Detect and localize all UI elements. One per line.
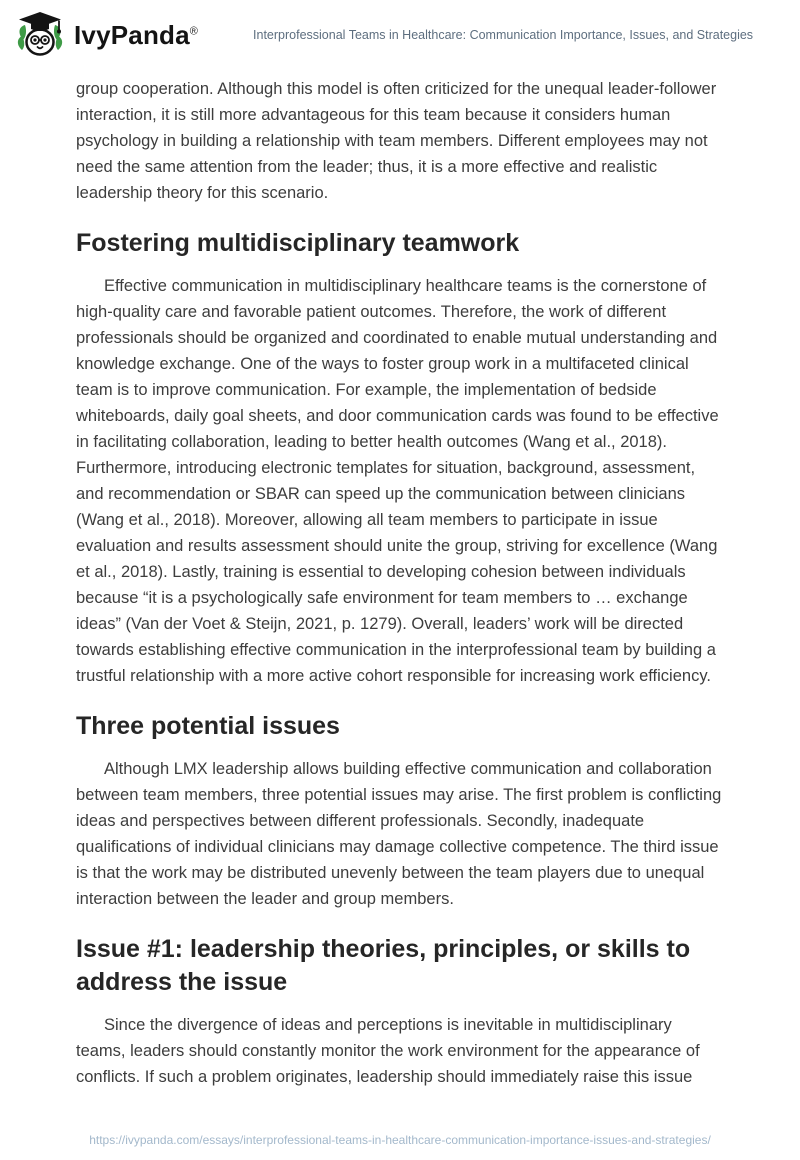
paragraph-fostering-teamwork: Effective communication in multidisciplinary healthcare teams is the cornerstone of high-quality care and favorable patient outcomes. Therefore, the work of different professionals should be organized and coordinated to enable mutual understanding and knowledge exchange. One of the ways to foster group work in a multifaceted clinical team is to improve communication. For example, the implementation of bedside whiteboards, daily goal sheets, and door communication cards was found to be effective in facilitating collaboration, leading to better health outcomes (Wang et al., 2018). Furthermore, introducing electronic templates for situation, background, assessment, and recommendation or SBAR can speed up the communication between clinicians (Wang et al., 2018). Moreover, allowing all team members to participate in issue evaluation and results assessment should unite the group, striving for excellence (Wang et al., 2018). Lastly, training is essential to developing cohesion between individuals because “it is a psychologically safe environment for team members to … exchange ideas” (Van der Voet & Steijn, 2021, p. 1279). Overall, leaders’ work will be directed towards establishing effective communication in the interprofessional team by building a trustful relationship with a more active cohort responsible for increasing work efficiency. — [76, 277, 719, 685]
brand-link[interactable] — [16, 10, 198, 60]
paragraph-issue-1: Since the divergence of ideas and perceptions is inevitable in multidisciplinary teams, leaders should constantly monitor the work environment for the appearance of conflicts. If such a problem originates, leadership should immediately raise this issue — [76, 1016, 700, 1086]
paragraph-three-potential-issues: Although LMX leadership allows building effective communication and collaboration between team members, three potential issues may arise. The first problem is conflicting ideas and perspectives between different professionals. Secondly, inadequate qualifications of individual clinicians may damage collective competence. The third issue is that the work may be distributed unevenly between the team players due to unequal interaction between the leader and group members. — [76, 760, 722, 908]
heading-three-potential-issues: Three potential issues — [76, 712, 340, 740]
heading-fostering-teamwork: Fostering multidisciplinary teamwork — [76, 229, 520, 257]
heading-issue-1: Issue #1: leadership theories, principles, or skills to address the issue — [76, 935, 691, 996]
source-url-link[interactable]: https://ivypanda.com/essays/interprofessional-teams-in-healthcare-communication-importance-issues-and-strategies/ — [89, 1133, 711, 1147]
page-footer — [0, 1131, 800, 1149]
registered-mark: ® — [189, 24, 199, 37]
paragraph-leadership-theory: group cooperation. Although this model is often criticized for the unequal leader-follower interaction, it is still more advantageous for this team because it considers human psychology in building a relationship with team members. Different employees may not need the same attention from the leader; thus, it is a more effective and realistic leadership theory for this scenario. — [76, 80, 717, 202]
brand-name: IvyPanda® — [74, 19, 199, 50]
page-header — [0, 0, 800, 66]
article-body — [0, 66, 800, 1090]
ivypanda-logo-icon — [16, 10, 64, 60]
document-title: Interprofessional Teams in Healthcare: Communication Importance, Issues, and Strategies — [253, 28, 754, 42]
